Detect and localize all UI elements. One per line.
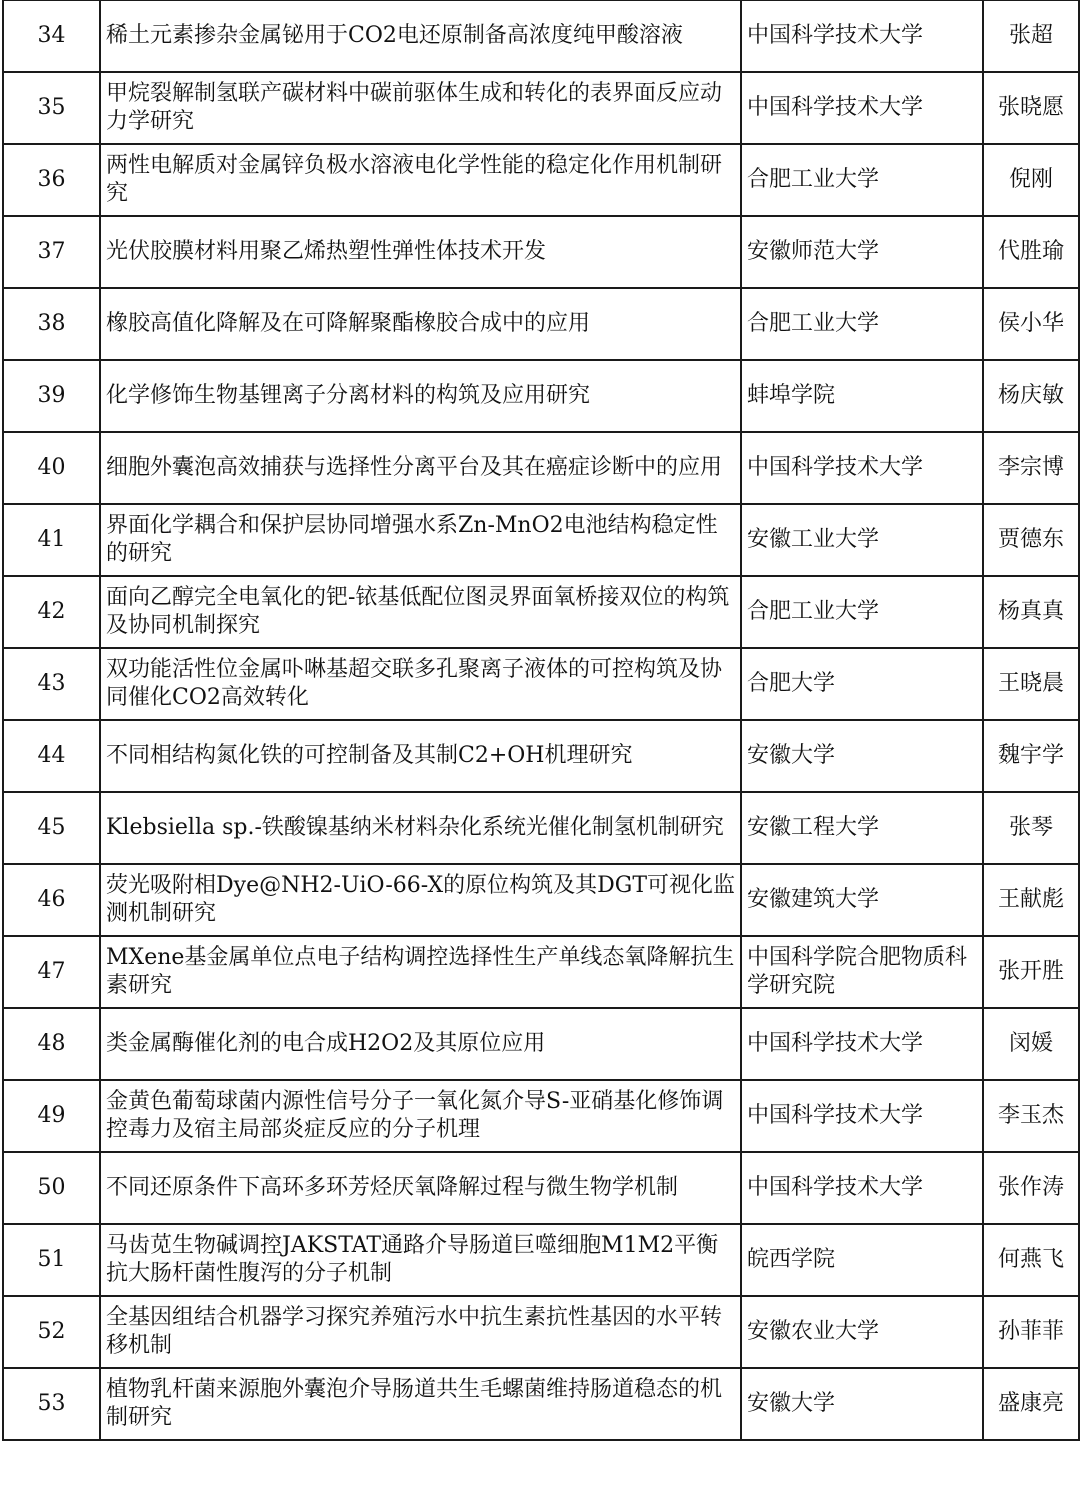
row-number: 44	[3, 720, 100, 792]
principal-investigator: 杨庆敏	[983, 360, 1079, 432]
institution: 安徽建筑大学	[741, 864, 983, 936]
project-title: 细胞外囊泡高效捕获与选择性分离平台及其在癌症诊断中的应用	[100, 432, 741, 504]
principal-investigator: 何燕飞	[983, 1224, 1079, 1296]
project-title: 金黄色葡萄球菌内源性信号分子一氧化氮介导S-亚硝基化修饰调控毒力及宿主局部炎症反应的分子机理	[100, 1080, 741, 1152]
project-title: Klebsiella sp.-铁酸镍基纳米材料杂化系统光催化制氢机制研究	[100, 792, 741, 864]
project-title: 稀土元素掺杂金属铋用于CO2电还原制备高浓度纯甲酸溶液	[100, 0, 741, 72]
project-title: 双功能活性位金属卟啉基超交联多孔聚离子液体的可控构筑及协同催化CO2高效转化	[100, 648, 741, 720]
table-body	[3, 0, 1079, 1440]
project-title: 两性电解质对金属锌负极水溶液电化学性能的稳定化作用机制研究	[100, 144, 741, 216]
row-number: 47	[3, 936, 100, 1008]
table-row	[3, 1224, 1079, 1296]
table-row	[3, 864, 1079, 936]
institution: 安徽大学	[741, 720, 983, 792]
institution: 安徽工程大学	[741, 792, 983, 864]
principal-investigator: 贾德东	[983, 504, 1079, 576]
row-number: 43	[3, 648, 100, 720]
table-row	[3, 648, 1079, 720]
institution: 安徽农业大学	[741, 1296, 983, 1368]
row-number: 38	[3, 288, 100, 360]
principal-investigator: 李玉杰	[983, 1080, 1079, 1152]
principal-investigator: 侯小华	[983, 288, 1079, 360]
institution: 中国科学技术大学	[741, 1008, 983, 1080]
principal-investigator: 张琴	[983, 792, 1079, 864]
project-title: 橡胶高值化降解及在可降解聚酯橡胶合成中的应用	[100, 288, 741, 360]
row-number: 48	[3, 1008, 100, 1080]
principal-investigator: 杨真真	[983, 576, 1079, 648]
row-number: 40	[3, 432, 100, 504]
table-row	[3, 288, 1079, 360]
row-number: 49	[3, 1080, 100, 1152]
table-row	[3, 360, 1079, 432]
table-row	[3, 432, 1079, 504]
table-row	[3, 936, 1079, 1008]
project-title: MXene基金属单位点电子结构调控选择性生产单线态氧降解抗生素研究	[100, 936, 741, 1008]
table-row	[3, 144, 1079, 216]
project-title: 不同还原条件下高环多环芳烃厌氧降解过程与微生物学机制	[100, 1152, 741, 1224]
row-number: 42	[3, 576, 100, 648]
table-row	[3, 1008, 1079, 1080]
table-row	[3, 1080, 1079, 1152]
project-title: 光伏胶膜材料用聚乙烯热塑性弹性体技术开发	[100, 216, 741, 288]
project-title: 甲烷裂解制氢联产碳材料中碳前驱体生成和转化的表界面反应动力学研究	[100, 72, 741, 144]
institution: 合肥工业大学	[741, 576, 983, 648]
table-row	[3, 216, 1079, 288]
row-number: 41	[3, 504, 100, 576]
project-title: 面向乙醇完全电氧化的钯-铱基低配位图灵界面氧桥接双位的构筑及协同机制探究	[100, 576, 741, 648]
institution: 蚌埠学院	[741, 360, 983, 432]
table-row	[3, 1152, 1079, 1224]
table-row	[3, 1368, 1079, 1440]
institution: 中国科学技术大学	[741, 1080, 983, 1152]
row-number: 35	[3, 72, 100, 144]
institution: 安徽工业大学	[741, 504, 983, 576]
principal-investigator: 王晓晨	[983, 648, 1079, 720]
table-row	[3, 1296, 1079, 1368]
institution: 合肥工业大学	[741, 144, 983, 216]
institution: 中国科学技术大学	[741, 432, 983, 504]
institution: 中国科学院合肥物质科学研究院	[741, 936, 983, 1008]
project-title: 化学修饰生物基锂离子分离材料的构筑及应用研究	[100, 360, 741, 432]
project-title: 界面化学耦合和保护层协同增强水系Zn-MnO2电池结构稳定性的研究	[100, 504, 741, 576]
table-row	[3, 504, 1079, 576]
row-number: 51	[3, 1224, 100, 1296]
principal-investigator: 孙菲菲	[983, 1296, 1079, 1368]
row-number: 52	[3, 1296, 100, 1368]
principal-investigator: 倪刚	[983, 144, 1079, 216]
principal-investigator: 张晓愿	[983, 72, 1079, 144]
institution: 皖西学院	[741, 1224, 983, 1296]
project-title: 类金属酶催化剂的电合成H2O2及其原位应用	[100, 1008, 741, 1080]
principal-investigator: 盛康亮	[983, 1368, 1079, 1440]
row-number: 36	[3, 144, 100, 216]
table-row	[3, 792, 1079, 864]
institution: 合肥工业大学	[741, 288, 983, 360]
project-title: 马齿苋生物碱调控JAKSTAT通路介导肠道巨噬细胞M1M2平衡抗大肠杆菌性腹泻的分子机制	[100, 1224, 741, 1296]
institution: 中国科学技术大学	[741, 72, 983, 144]
principal-investigator: 魏宇学	[983, 720, 1079, 792]
institution: 合肥大学	[741, 648, 983, 720]
institution: 安徽师范大学	[741, 216, 983, 288]
institution: 中国科学技术大学	[741, 0, 983, 72]
table-row	[3, 576, 1079, 648]
row-number: 46	[3, 864, 100, 936]
row-number: 50	[3, 1152, 100, 1224]
row-number: 45	[3, 792, 100, 864]
project-title: 不同相结构氮化铁的可控制备及其制C2+OH机理研究	[100, 720, 741, 792]
table-row	[3, 72, 1079, 144]
principal-investigator: 张开胜	[983, 936, 1079, 1008]
project-list-table	[2, 0, 1080, 1441]
row-number: 39	[3, 360, 100, 432]
institution: 安徽大学	[741, 1368, 983, 1440]
institution: 中国科学技术大学	[741, 1152, 983, 1224]
table-row	[3, 0, 1079, 72]
project-title: 全基因组结合机器学习探究养殖污水中抗生素抗性基因的水平转移机制	[100, 1296, 741, 1368]
principal-investigator: 李宗博	[983, 432, 1079, 504]
row-number: 53	[3, 1368, 100, 1440]
principal-investigator: 代胜瑜	[983, 216, 1079, 288]
principal-investigator: 张作涛	[983, 1152, 1079, 1224]
project-title: 植物乳杆菌来源胞外囊泡介导肠道共生毛螺菌维持肠道稳态的机制研究	[100, 1368, 741, 1440]
row-number: 37	[3, 216, 100, 288]
principal-investigator: 闵媛	[983, 1008, 1079, 1080]
principal-investigator: 张超	[983, 0, 1079, 72]
table-row	[3, 720, 1079, 792]
project-title: 荧光吸附相Dye@NH2-UiO-66-X的原位构筑及其DGT可视化监测机制研究	[100, 864, 741, 936]
row-number: 34	[3, 0, 100, 72]
principal-investigator: 王献彪	[983, 864, 1079, 936]
